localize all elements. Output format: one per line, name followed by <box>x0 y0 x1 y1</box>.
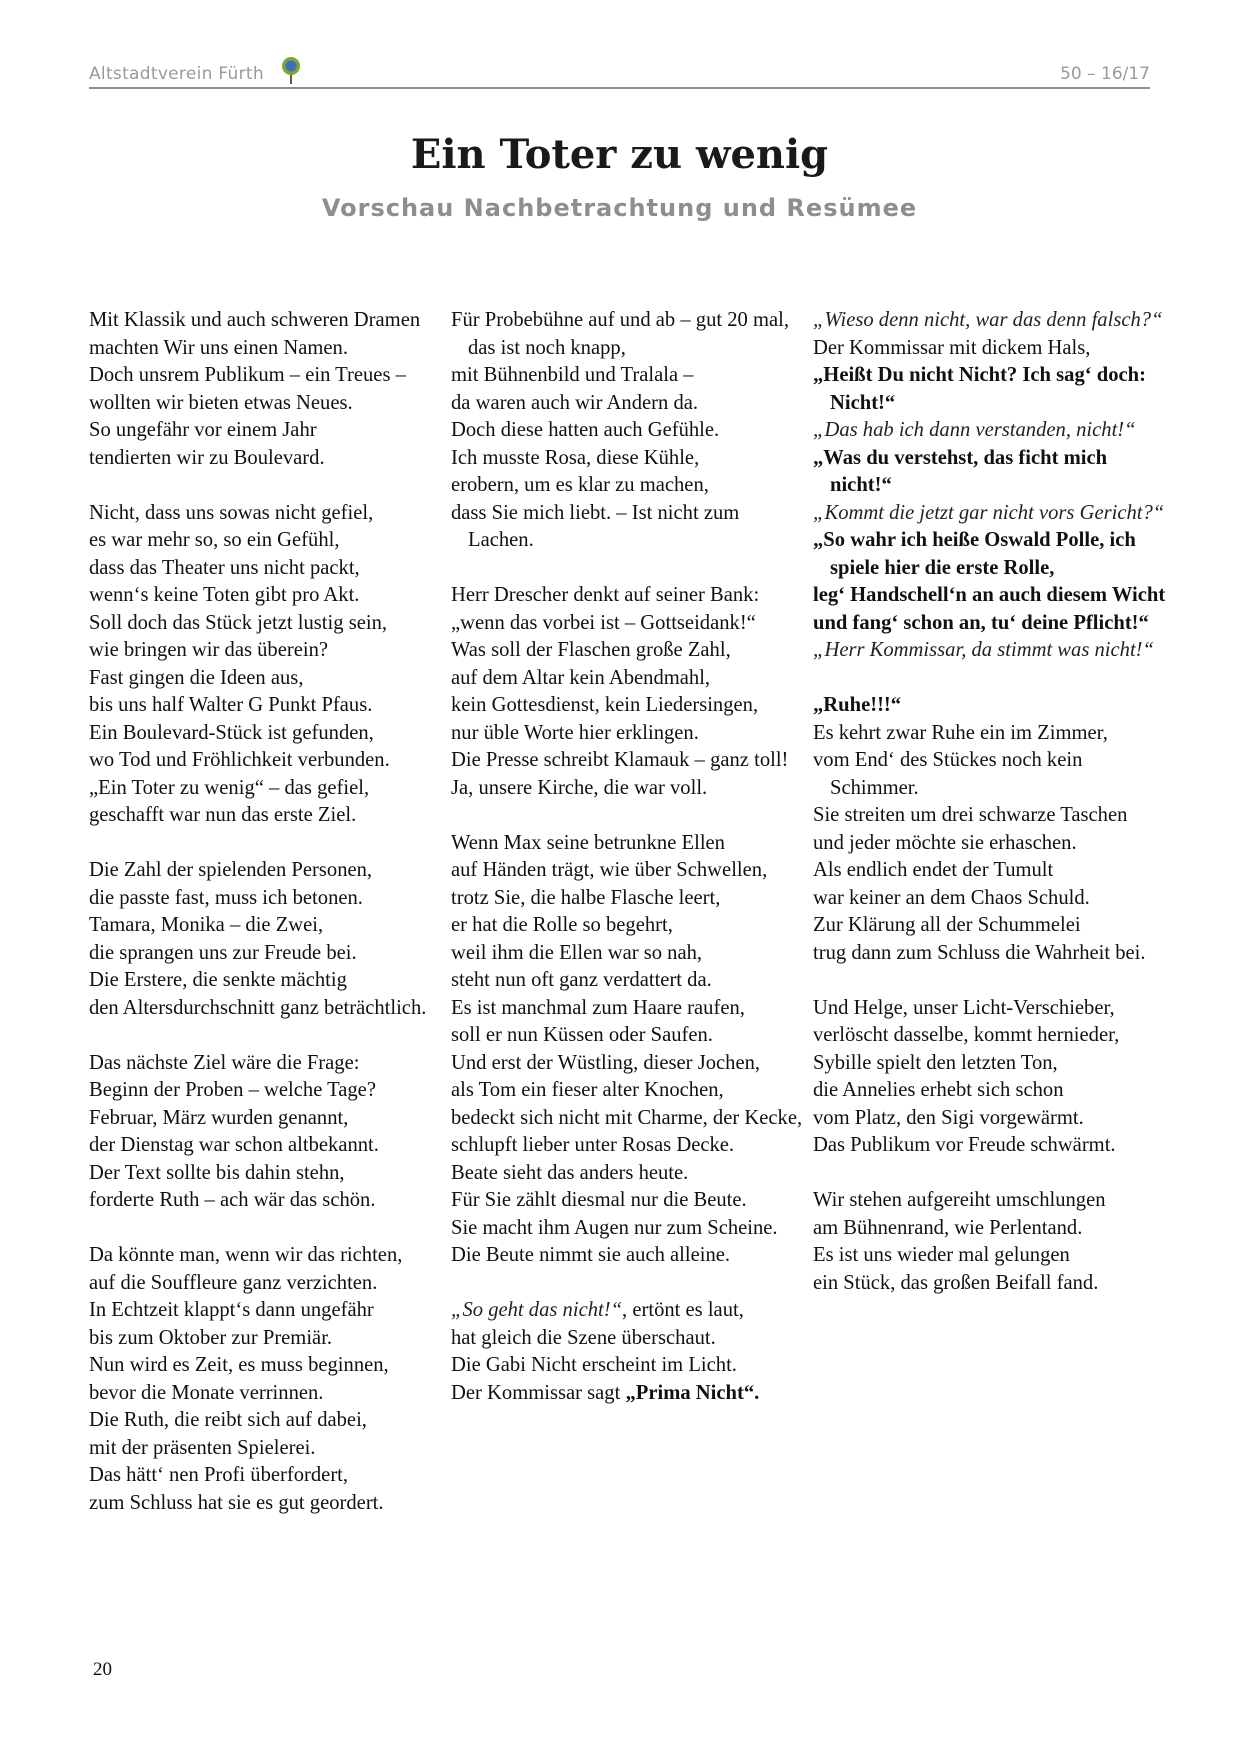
poem-line: Februar, März wurden genannt, <box>89 1106 349 1129</box>
header-divider <box>89 87 1150 89</box>
poem-line: „Kommt die jetzt gar nicht vors Gericht?“ <box>813 501 1165 524</box>
poem-line: Es kehrt zwar Ruhe ein im Zimmer, <box>813 721 1108 744</box>
poem-line: Die Beute nimmt sie auch alleine. <box>451 1244 731 1266</box>
poem-line: Es ist manchmal zum Haare raufen, <box>451 996 745 1019</box>
poem-line: Das hätt‘ nen Profi überfordert, <box>89 1464 349 1486</box>
poem-line: Für Probebühne auf und ab – gut 20 mal, das ist noch knapp, <box>451 309 790 359</box>
poem-line: Beginn der Proben – welche Tage? <box>89 1079 376 1101</box>
stanza-break <box>813 967 1168 995</box>
poem-line: Die Presse schreibt Klamauk – ganz toll! <box>451 749 789 771</box>
poem-line: auf Händen trägt, wie über Schwellen, <box>451 859 768 881</box>
poem-line: Da könnte man, wenn wir das richten, <box>89 1244 403 1266</box>
poem-line: wenn‘s keine Toten gibt pro Akt. <box>89 584 360 606</box>
poem-line: den Altersdurchschnitt ganz beträchtlich. <box>89 996 427 1019</box>
poem-line: und jeder möchte sie erhaschen. <box>813 831 1077 854</box>
poem-line: Soll doch das Stück jetzt lustig sein, <box>89 611 388 634</box>
poem-line: die passte fast, muss ich betonen. <box>89 886 363 909</box>
poem-line: Ein Boulevard-Stück ist gefunden, <box>89 721 374 744</box>
poem-line: Der Kommissar sagt „Prima Nicht“. <box>451 1381 760 1404</box>
poem-line: nur üble Worte hier erklingen. <box>451 721 699 744</box>
poem-column-1 <box>89 307 444 1517</box>
poem-line: dass das Theater uns nicht packt, <box>89 556 360 579</box>
poem-line: „wenn das vorbei ist – Gottseidank!“ <box>451 611 756 634</box>
poem-line: Die Ruth, die reibt sich auf dabei, <box>89 1409 367 1431</box>
poem-line: vom End‘ des Stückes noch kein Schimmer. <box>813 749 1083 799</box>
poem-column-2 <box>451 307 806 1407</box>
poem-line: mit Bühnenbild und Tralala – <box>451 364 694 386</box>
poem-line: geschafft war nun das erste Ziel. <box>89 804 357 826</box>
poem-line: Sie macht ihm Augen nur zum Scheine. <box>451 1216 778 1239</box>
stanza-break <box>89 830 444 858</box>
poem-line: Zur Klärung all der Schummelei <box>813 914 1081 936</box>
poem-line: Mit Klassik und auch schweren Dramen <box>89 309 421 331</box>
poem-line: „Was du verstehst, das ficht mich nicht!“ <box>813 446 1108 496</box>
poem-line: war keiner an dem Chaos Schuld. <box>813 886 1090 909</box>
poem-line: als Tom ein fieser alter Knochen, <box>451 1079 724 1101</box>
poem-line: die sprangen uns zur Freude bei. <box>89 941 357 964</box>
poem-line: machten Wir uns einen Namen. <box>89 336 348 359</box>
poem-line: Nun wird es Zeit, es muss beginnen, <box>89 1354 389 1376</box>
poem-line: der Dienstag war schon altbekannt. <box>89 1134 379 1156</box>
stanza-break <box>813 1160 1168 1188</box>
poem-line: Beate sieht das anders heute. <box>451 1161 689 1184</box>
poem-line: Sybille spielt den letzten Ton, <box>813 1051 1058 1074</box>
poem-line: verlöscht dasselbe, kommt hernieder, <box>813 1024 1120 1046</box>
page-number: 20 <box>93 1659 112 1680</box>
poem-line: bis uns half Walter G Punkt Pfaus. <box>89 694 373 716</box>
poem-line: „Herr Kommissar, da stimmt was nicht!“ <box>813 639 1154 661</box>
poem-line: tendierten wir zu Boulevard. <box>89 446 325 469</box>
poem-line: Was soll der Flaschen große Zahl, <box>451 639 731 661</box>
poem-line: mit der präsenten Spielerei. <box>89 1436 316 1459</box>
poem-line: Der Text sollte bis dahin stehn, <box>89 1161 345 1184</box>
poem-column-3 <box>813 307 1168 1297</box>
poem-line: schlupft lieber unter Rosas Decke. <box>451 1134 735 1156</box>
page-header <box>89 56 1150 90</box>
poem-line: er hat die Rolle so begehrt, <box>451 914 673 936</box>
poem-line: bis zum Oktober zur Premiär. <box>89 1326 333 1349</box>
poem-line: wie bringen wir das überein? <box>89 639 329 661</box>
poem-line: weil ihm die Ellen war so nah, <box>451 941 703 964</box>
poem-line: wollten wir bieten etwas Neues. <box>89 391 353 414</box>
poem-line: am Bühnenrand, wie Perlentand. <box>813 1216 1083 1239</box>
poem-line: die Annelies erhebt sich schon <box>813 1079 1064 1101</box>
poem-line: „Ein Toter zu wenig“ – das gefiel, <box>89 776 370 799</box>
poem-line: auf die Souffleure ganz verzichten. <box>89 1271 378 1294</box>
poem-line: bevor die Monate verrinnen. <box>89 1381 324 1404</box>
poem-line: Wenn Max seine betrunkne Ellen <box>451 831 725 854</box>
poem-line: Die Gabi Nicht erscheint im Licht. <box>451 1354 737 1376</box>
poem-line: Doch diese hatten auch Gefühle. <box>451 419 720 441</box>
poem-line: leg‘ Handschell‘n an auch diesem Wicht <box>813 584 1166 606</box>
poem-line: erobern, um es klar zu machen, <box>451 474 709 496</box>
poem-line: „Wieso denn nicht, war das denn falsch?“ <box>813 309 1163 331</box>
poem-line: „Das hab ich dann verstanden, nicht!“ <box>813 419 1136 441</box>
poem-line: bedeckt sich nicht mit Charme, der Kecke, <box>451 1106 803 1129</box>
poem-line: Für Sie zählt diesmal nur die Beute. <box>451 1189 747 1211</box>
poem-line: Die Zahl der spielenden Personen, <box>89 859 373 881</box>
stanza-break <box>451 555 806 583</box>
stanza-break <box>813 665 1168 693</box>
stanza-break <box>451 802 806 830</box>
poem-line: Ja, unsere Kirche, die war voll. <box>451 776 708 799</box>
poem-line: da waren auch wir Andern da. <box>451 391 699 414</box>
poem-line: Es ist uns wieder mal gelungen <box>813 1244 1070 1266</box>
poem-line: „Ruhe!!!“ <box>813 694 902 716</box>
poem-line: Der Kommissar mit dickem Hals, <box>813 336 1091 359</box>
poem-line: vom Platz, den Sigi vorgewärmt. <box>813 1106 1084 1129</box>
poem-line: So ungefähr vor einem Jahr <box>89 419 317 441</box>
poem-line: Doch unsrem Publikum – ein Treues – <box>89 364 406 386</box>
poem-line: ein Stück, das großen Beifall fand. <box>813 1271 1099 1294</box>
tree-icon <box>279 56 303 84</box>
poem-line: steht nun oft ganz verdattert da. <box>451 969 712 991</box>
poem-line: Und Helge, unser Licht-Verschieber, <box>813 996 1115 1019</box>
poem-line: Tamara, Monika – die Zwei, <box>89 914 324 936</box>
poem-line: es war mehr so, so ein Gefühl, <box>89 529 340 551</box>
poem-line: Und erst der Wüstling, dieser Jochen, <box>451 1051 761 1074</box>
poem-line: trotz Sie, die halbe Flasche leert, <box>451 886 721 909</box>
poem-line: dass Sie mich liebt. – Ist nicht zum Lachen. <box>451 501 740 551</box>
poem-line: trug dann zum Schluss die Wahrheit bei. <box>813 941 1146 964</box>
stanza-break <box>89 1215 444 1243</box>
poem-line: hat gleich die Szene überschaut. <box>451 1326 716 1349</box>
poem-line: Das nächste Ziel wäre die Frage: <box>89 1051 360 1074</box>
poem-line: „So geht das nicht!“, ertönt es laut, <box>451 1299 744 1321</box>
header-issue: 50 – 16/17 <box>1060 64 1150 84</box>
article-subtitle: Vorschau Nachbetrachtung und Resümee <box>321 194 918 222</box>
poem-line: Als endlich endet der Tumult <box>813 859 1054 881</box>
poem-line: Nicht, dass uns sowas nicht gefiel, <box>89 501 374 524</box>
poem-line: Die Erstere, die senkte mächtig <box>89 969 347 991</box>
header-publisher: Altstadtverein Fürth <box>89 64 264 84</box>
poem-line: Wir stehen aufgereiht umschlungen <box>813 1189 1106 1211</box>
article-title: Ein Toter zu wenig <box>410 131 829 178</box>
stanza-break <box>451 1270 806 1298</box>
poem-line: wo Tod und Fröhlichkeit verbunden. <box>89 749 390 771</box>
poem-line: Fast gingen die Ideen aus, <box>89 666 304 689</box>
poem-line: Das Publikum vor Freude schwärmt. <box>813 1134 1116 1156</box>
poem-line: kein Gottesdienst, kein Liedersingen, <box>451 694 759 716</box>
stanza-break <box>89 1022 444 1050</box>
poem-line: zum Schluss hat sie es gut geordert. <box>89 1491 384 1514</box>
poem-line: „Heißt Du nicht Nicht? Ich sag‘ doch: Nicht!“ <box>813 364 1146 414</box>
poem-line: Ich musste Rosa, diese Kühle, <box>451 446 700 469</box>
poem-line: und fang‘ schon an, tu‘ deine Pflicht!“ <box>813 611 1149 634</box>
poem-line: „So wahr ich heiße Oswald Polle, ich spiele hier die erste Rolle, <box>813 529 1136 579</box>
poem-line: auf dem Altar kein Abendmahl, <box>451 666 711 689</box>
poem-line: In Echtzeit klappt‘s dann ungefähr <box>89 1299 374 1321</box>
stanza-break <box>89 472 444 500</box>
poem-line: Sie streiten um drei schwarze Taschen <box>813 804 1128 826</box>
poem-line: Herr Drescher denkt auf seiner Bank: <box>451 584 760 606</box>
poem-line: forderte Ruth – ach wär das schön. <box>89 1189 376 1211</box>
poem-line: soll er nun Küssen oder Saufen. <box>451 1024 713 1046</box>
